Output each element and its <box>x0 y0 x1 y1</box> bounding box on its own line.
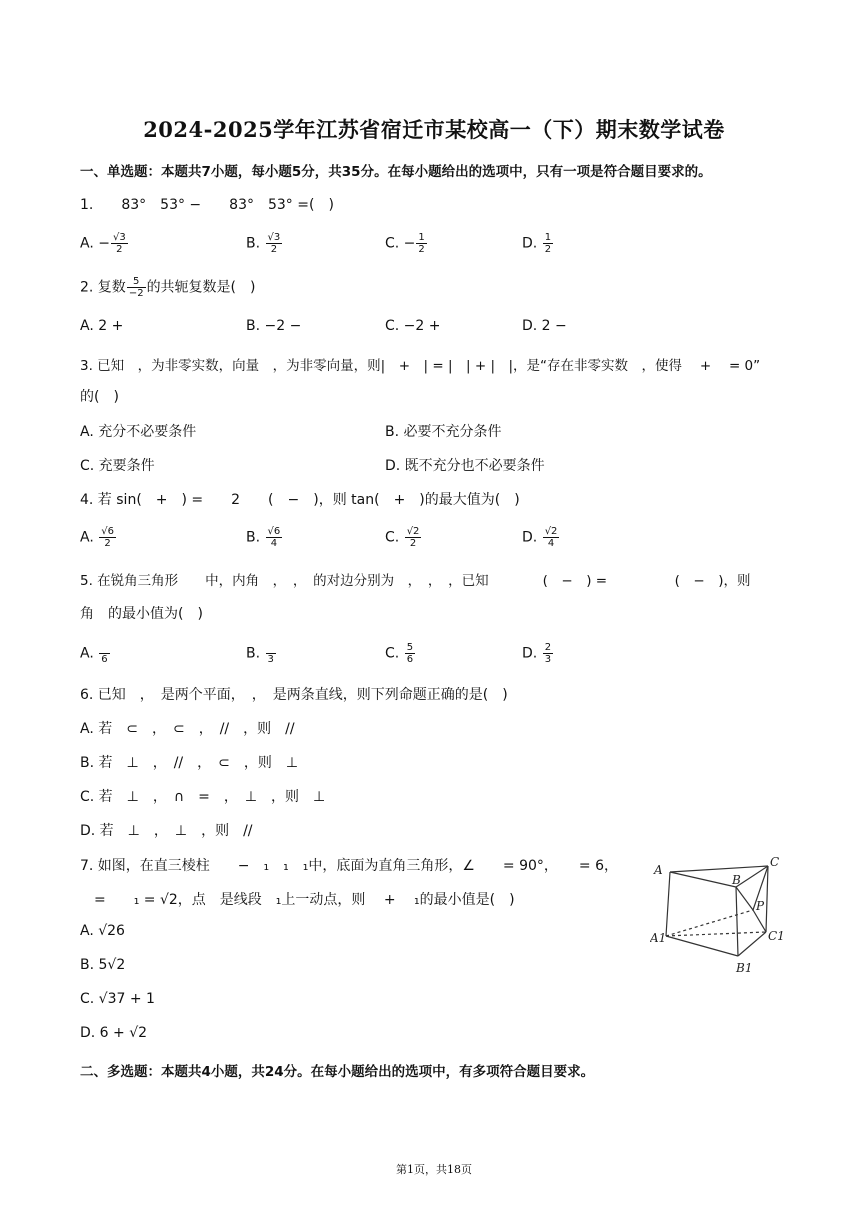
q5-option-b: B. 3 <box>246 642 277 665</box>
q2-option-d: D. 2 − <box>522 318 567 334</box>
label-a: A <box>654 863 663 877</box>
segment-pc1 <box>753 910 766 932</box>
q6-option-b: B. 若 ⊥ ， // ， ⊂ ，则 ⊥ <box>80 755 299 771</box>
q3-option-d: D. 既不充分也不必要条件 <box>385 458 545 474</box>
segment-a1p <box>666 910 753 936</box>
question-3-stem-line1: 3. 已知 ，为非零实数，向量 ，为非零向量，则| + | = | | + | |，是“存在非零实数 ，使得 + = 0” <box>80 358 761 374</box>
page-footer: 第1页，共18页 <box>396 1163 472 1176</box>
q4-option-a: A. $\frac{√6}{2}$ <box>80 526 114 549</box>
label-a1: A1 <box>650 931 667 945</box>
q4-option-b: B. $\frac{√6}{4}$ <box>246 526 281 549</box>
question-2-stem: 2. 复数 $\frac{5}{-2}$ 的共轭复数是( ) <box>80 276 256 299</box>
q4-option-d: D. $\frac{√2}{4}$ <box>522 526 558 549</box>
edge-a1c1-hidden <box>666 932 766 936</box>
question-5-stem-line2: 角 的最小值为( ) <box>80 606 203 622</box>
q1-option-a: A. − $\frac{√3}{2}$ <box>80 232 126 255</box>
q6-option-d: D. 若 ⊥ ， ⊥ ，则 // <box>80 823 253 839</box>
question-7-stem-line2: = ₁ = √2，点 是线段 ₁上一动点，则 + ₁的最小值是( ) <box>80 892 515 908</box>
q5-option-c: C. $\frac{5}{6}$ <box>385 642 414 665</box>
q1-option-d: D. $\frac{1}{2}$ <box>522 232 552 255</box>
q1-option-c: C. − $\frac{1}{2}$ <box>385 232 425 255</box>
question-3-stem-line2: 的( ) <box>80 389 119 405</box>
q2-option-a: A. 2 + <box>80 318 124 334</box>
q3-option-c: C. 充要条件 <box>80 458 155 474</box>
question-7-stem-line1: 7. 如图，在直三棱柱 − ₁ ₁ ₁中，底面为直角三角形，∠ = 90°， = 6， <box>80 858 619 874</box>
label-p: P <box>756 899 765 913</box>
q4-option-c: C. $\frac{√2}{2}$ <box>385 526 420 549</box>
q7-option-d: D. 6 + √2 <box>80 1025 148 1041</box>
q5-option-d: D. $\frac{2}{3}$ <box>522 642 552 665</box>
q1-option-b: B. $\frac{√3}{2}$ <box>246 232 281 255</box>
q3-option-b: B. 必要不充分条件 <box>385 424 502 440</box>
exam-title: 2024-2025学年江苏省宿迁市某校高一（下）期末数学试卷 <box>143 117 725 142</box>
question-6-stem: 6. 已知 ， 是两个平面， ， 是两条直线，则下列命题正确的是( ) <box>80 687 508 703</box>
edge-a1b1 <box>666 936 738 956</box>
label-c: C <box>770 855 780 869</box>
label-b1: B1 <box>736 961 753 975</box>
q2-option-b: B. −2 − <box>246 318 302 334</box>
edge-cc1 <box>766 866 768 932</box>
edge-ab <box>670 872 736 887</box>
edge-bb1 <box>736 887 738 956</box>
q7-option-a: A. √26 <box>80 923 125 939</box>
q7-option-c: C. √37 + 1 <box>80 991 155 1007</box>
q3-option-a: A. 充分不必要条件 <box>80 424 197 440</box>
q6-option-c: C. 若 ⊥ ， ∩ = ， ⊥ ，则 ⊥ <box>80 789 326 805</box>
q6-option-a: A. 若 ⊂ ， ⊂ ， // ，则 // <box>80 721 295 737</box>
section-multiple-choice-heading: 二、多选题：本题共4小题，共24分。在每小题给出的选项中，有多项符合题目要求。 <box>80 1064 595 1080</box>
question-4-stem: 4. 若 sin( + ) = 2 ( − )，则 tan( + )的最大值为( ) <box>80 492 520 508</box>
segment-bp <box>736 887 753 910</box>
edge-aa1 <box>666 872 670 936</box>
q5-option-a: A. 6 <box>80 642 111 665</box>
edge-ac <box>670 866 768 872</box>
edge-b1c1 <box>738 932 766 956</box>
q7-option-b: B. 5√2 <box>80 957 126 973</box>
triangular-prism-figure <box>650 852 790 980</box>
question-1-stem: 1. 83° 53° − 83° 53° =( ) <box>80 197 334 213</box>
q2-option-c: C. −2 + <box>385 318 441 334</box>
question-5-stem-line1: 5. 在锐角三角形 中，内角 ， ， 的对边分别为 ， ， ，已知 ( − ) = ( − )，则 <box>80 573 751 589</box>
label-c1: C1 <box>768 929 785 943</box>
section-single-choice-heading: 一、单选题：本题共7小题，每小题5分，共35分。在每小题给出的选项中，只有一项是符合题目要求的。 <box>80 164 712 180</box>
label-b: B <box>732 873 741 887</box>
